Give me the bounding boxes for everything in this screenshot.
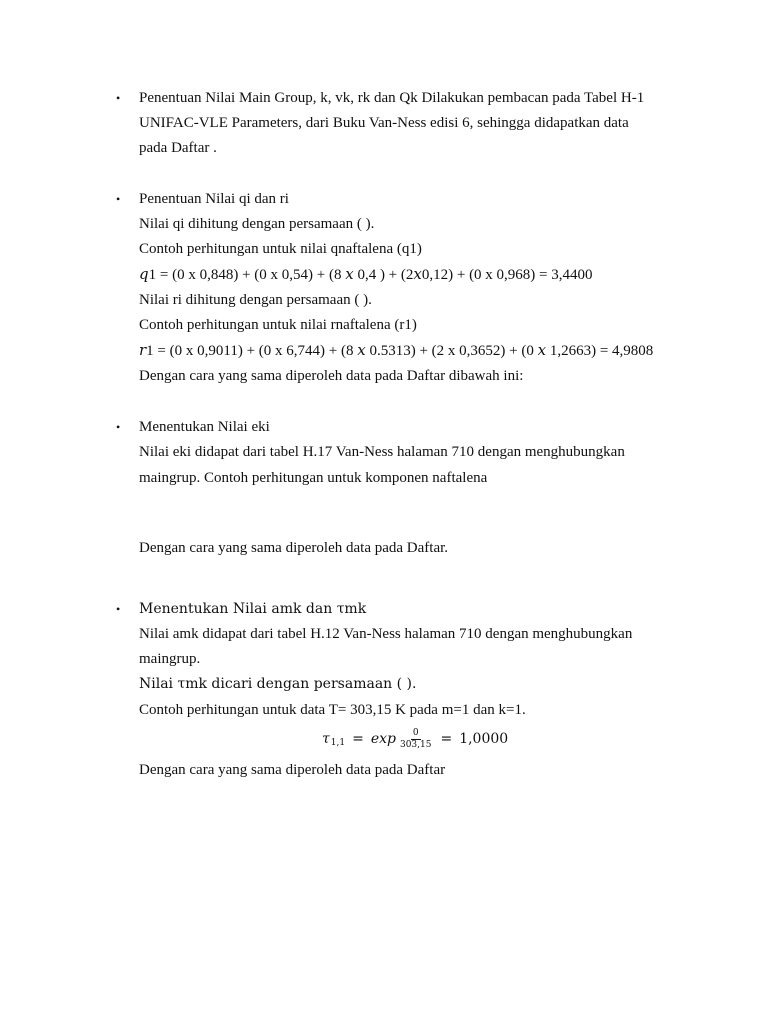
section4-line1: Nilai amk didapat dari tabel H.12 Van-Ness halaman 710 dengan menghubungkan bbox=[139, 626, 633, 642]
r1-example-intro: Contoh perhitungan untuk nilai rnaftalena (r1) bbox=[139, 317, 417, 333]
r1-equation-part-c: 1,2663) = 4,9808 bbox=[546, 343, 654, 359]
equals-sign: = bbox=[352, 731, 364, 747]
ri-formula-line: Nilai ri dihitung dengan persamaan ( ). bbox=[139, 292, 372, 308]
times-symbol: x bbox=[345, 265, 354, 283]
fraction bbox=[398, 728, 434, 751]
section2-heading: Penentuan Nilai qi dan ri bbox=[139, 191, 289, 207]
section3-heading: Menentukan Nilai eki bbox=[139, 419, 270, 435]
exp-function: exp bbox=[370, 731, 396, 747]
section1-line3: pada Daftar . bbox=[139, 140, 217, 156]
section3-line1: Nilai eki didapat dari tabel H.17 Van-Ness halaman 710 dengan menghubungkan bbox=[139, 444, 625, 460]
times-symbol: x bbox=[357, 341, 366, 359]
tau-subscript: 1,1 bbox=[330, 738, 346, 748]
q1-equation-part-a: 1 = (0 x 0,848) + (0 x 0,54) + (8 bbox=[148, 267, 346, 283]
section2-closing: Dengan cara yang sama diperoleh data pada Daftar dibawah ini: bbox=[139, 368, 524, 384]
q1-example-intro: Contoh perhitungan untuk nilai qnaftalena (q1) bbox=[139, 241, 422, 257]
tau-symbol: τ bbox=[322, 731, 330, 747]
section4-line3: Nilai τmk dicari dengan persamaan ( ). bbox=[139, 676, 417, 692]
section4-line4: Contoh perhitungan untuk data T= 303,15 K pada m=1 dan k=1. bbox=[139, 702, 526, 718]
section4-line2: maingrup. bbox=[139, 651, 201, 667]
section1-line2: UNIFAC-VLE Parameters, dari Buku Van-Ness edisi 6, sehingga didapatkan data bbox=[139, 115, 629, 131]
section1-line1: Penentuan Nilai Main Group, k, vk, rk dan Qk Dilakukan pembacan pada Tabel H-1 bbox=[139, 90, 645, 106]
q1-equation-part-c: 0,12) + (0 x 0,968) = 3,4400 bbox=[421, 267, 593, 283]
bullet-marker: • bbox=[116, 91, 121, 105]
r1-equation-part-a: 1 = (0 x 0,9011) + (0 x 6,744) + (8 bbox=[146, 343, 358, 359]
equation-result: 1,0000 bbox=[459, 731, 509, 747]
equals-sign: = bbox=[440, 731, 453, 747]
section3-closing: Dengan cara yang sama diperoleh data pada Daftar. bbox=[139, 540, 449, 556]
bullet-marker: • bbox=[116, 420, 121, 434]
section4-heading: Menentukan Nilai amk dan τmk bbox=[139, 601, 367, 617]
r1-equation bbox=[139, 341, 653, 360]
q1-equation bbox=[139, 265, 593, 284]
fraction-denominator: 303,15 bbox=[399, 739, 432, 750]
q1-equation-part-b: 0,4 ) + (2 bbox=[353, 267, 414, 283]
times-symbol: x bbox=[413, 265, 422, 283]
section3-line2: maingrup. Contoh perhitungan untuk komponen naftalena bbox=[139, 470, 488, 486]
q-variable: q bbox=[139, 265, 149, 283]
bullet-marker: • bbox=[116, 192, 121, 206]
qi-formula-line: Nilai qi dihitung dengan persamaan ( ). bbox=[139, 216, 375, 232]
tau-equation bbox=[322, 726, 508, 752]
bullet-marker: • bbox=[116, 602, 121, 616]
fraction-numerator: 0 bbox=[412, 727, 419, 738]
r1-equation-part-b: 0.5313) + (2 x 0,3652) + (0 bbox=[365, 343, 538, 359]
r-variable: r bbox=[139, 341, 147, 359]
times-symbol: x bbox=[537, 341, 547, 359]
section4-closing: Dengan cara yang sama diperoleh data pada Daftar bbox=[139, 762, 446, 778]
